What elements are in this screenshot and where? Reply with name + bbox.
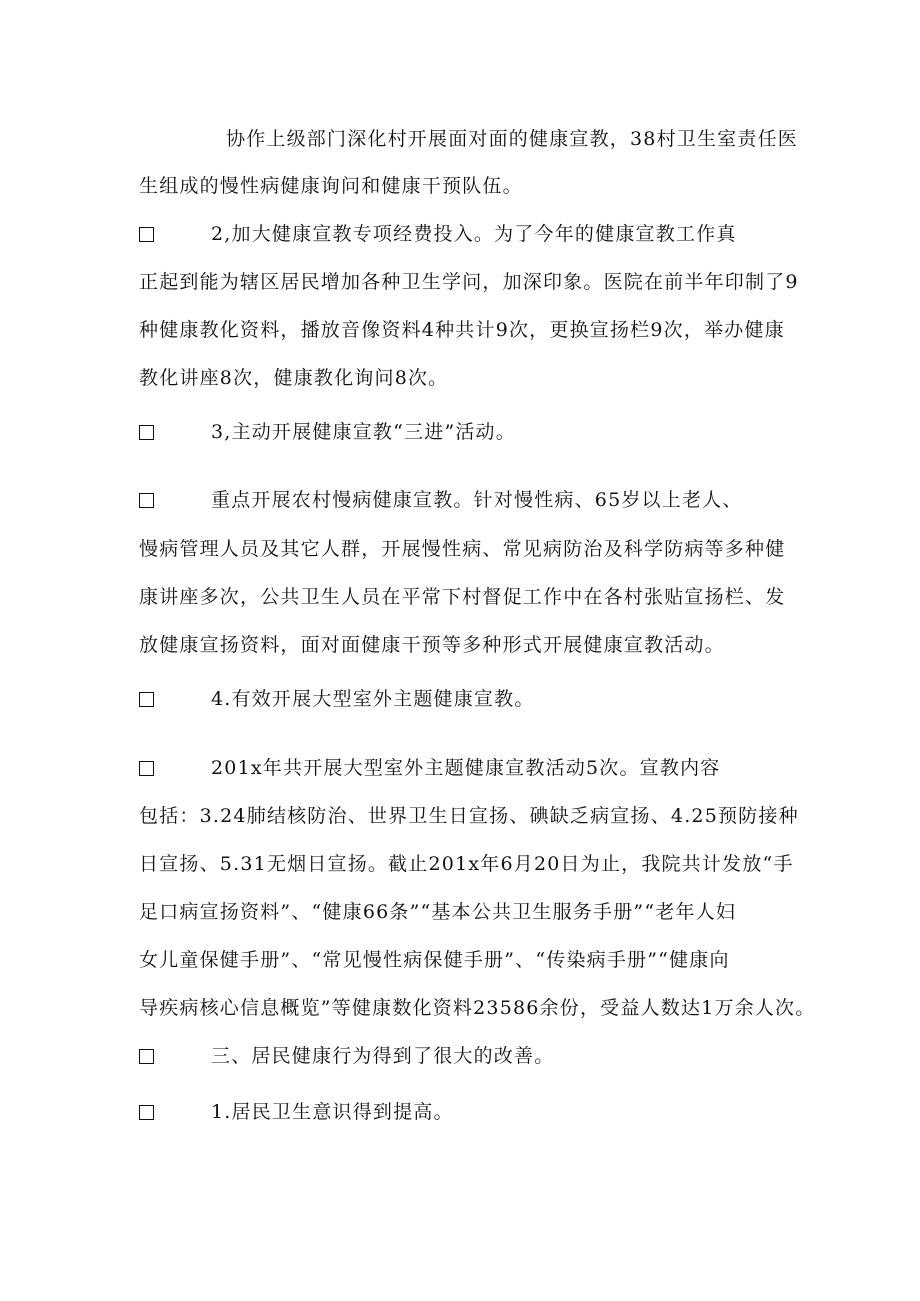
text-line: 生组成的慢性病健康询问和健康干预队伍。 [139, 175, 523, 197]
checkbox[interactable] [139, 227, 154, 242]
text-line: 201x年共开展大型室外主题健康宣教活动5次。宣教内容 [211, 757, 721, 779]
checkbox[interactable] [139, 1049, 154, 1064]
text-line: 康讲座多次，公共卫生人员在平常下村督促工作中在各村张贴宣扬栏、发 [139, 586, 786, 608]
text-line: 三、居民健康行为得到了很大的改善。 [211, 1045, 555, 1067]
text-line: 慢病管理人员及其它人群，开展慢性病、常见病防治及科学防病等多种健 [139, 538, 786, 560]
checkbox[interactable] [139, 425, 154, 440]
text-line: 重点开展农村慢病健康宣教。针对慢性病、65岁以上老人、 [211, 489, 743, 511]
text-line: 种健康教化资料，播放音像资料4种共计9次，更换宣扬栏9次，举办健康 [139, 319, 785, 341]
text-line: 日宣扬、5.31无烟日宣扬。截止201x年6月20日为止，我院共计发放“手 [139, 853, 794, 875]
text-line: 女儿童保健手册”、“常见慢性病保健手册”、“传染病手册”“健康向 [139, 949, 730, 971]
text-line: 足口病宣扬资料”、“健康66条”“基本公共卫生服务手册”“老年人妇 [139, 901, 737, 923]
text-line: 放健康宣扬资料，面对面健康干预等多种形式开展健康宣教活动。 [139, 634, 725, 656]
text-line: 包括：3.24肺结核防治、世界卫生日宣扬、碘缺乏病宣扬、4.25预防接种 [139, 805, 799, 827]
text-line: 协作上级部门深化村开展面对面的健康宣教，38村卫生室责任医 [226, 128, 798, 150]
checkbox[interactable] [139, 692, 154, 707]
text-line: 1.居民卫生意识得到提高。 [211, 1101, 454, 1123]
checkbox[interactable] [139, 493, 154, 508]
text-line: 3,主动开展健康宣教“三进”活动。 [211, 421, 516, 443]
checkbox[interactable] [139, 761, 154, 776]
text-line: 4.有效开展大型室外主题健康宣教。 [211, 688, 535, 710]
checkbox[interactable] [139, 1105, 154, 1120]
text-line: 正起到能为辖区居民增加各种卫生学问，加深印象。医院在前半年印制了9 [139, 271, 799, 293]
text-line: 2,加大健康宣教专项经费投入。为了今年的健康宣教工作真 [211, 223, 737, 245]
text-line: 教化讲座8次，健康教化询问8次。 [139, 367, 449, 389]
text-line: 导疾病核心信息概览”等健康数化资料23586余份，受益人数达1万余人次。 [139, 997, 816, 1019]
